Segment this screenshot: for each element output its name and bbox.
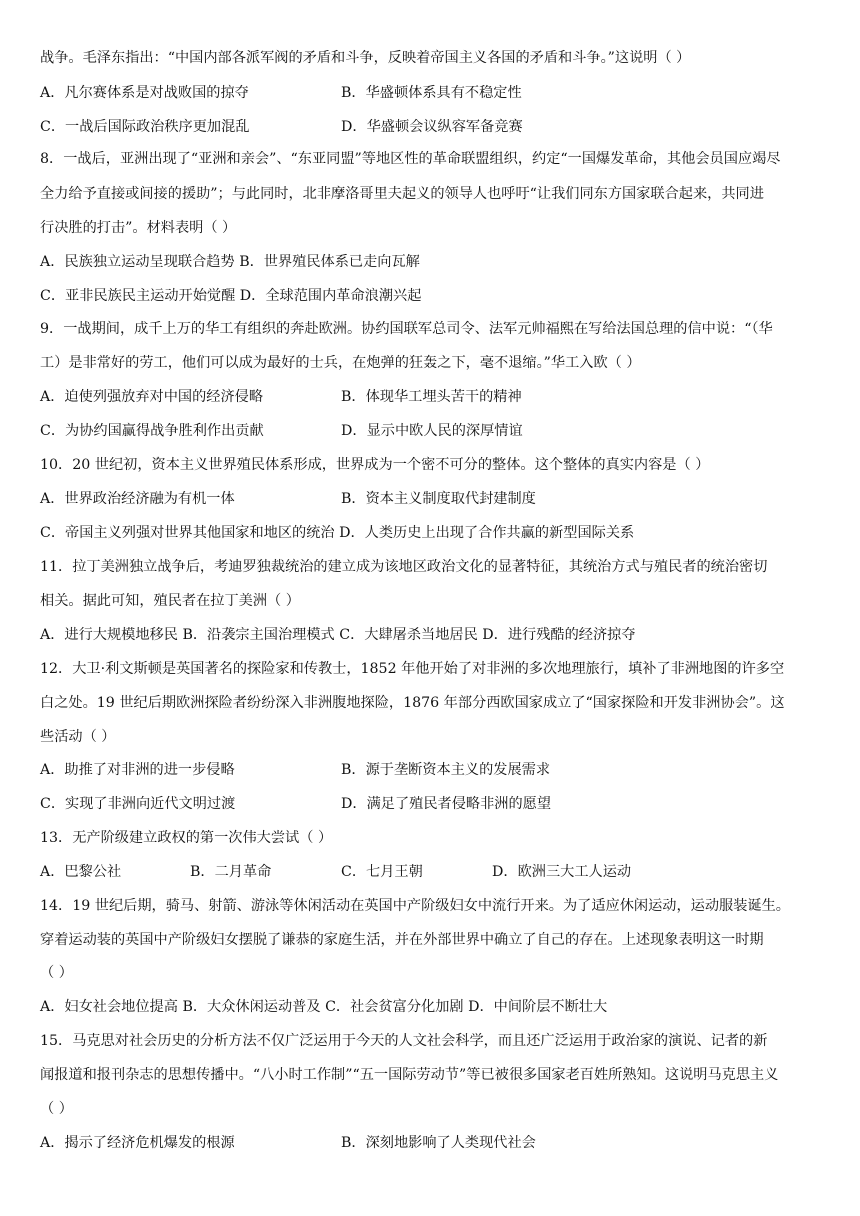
q8-options-cd: C．亚非民族民主运动开始觉醒 D．全球范围内革命浪潮兴起 [40, 288, 422, 304]
q12-option-a: A．助推了对非洲的进一步侵略 [40, 762, 235, 778]
q11-stem-line-1: 11．拉丁美洲独立战争后，考迪罗独裁统治的建立成为该地区政治文化的显著特征，其统治方式与殖民者的统治密切 [40, 559, 768, 575]
q11-stem-line-2: 相关。据此可知，殖民者在拉丁美洲（ ） [40, 593, 300, 609]
q7-option-d: D．华盛顿会议纵容军备竞赛 [341, 119, 523, 135]
q15-stem-line-1: 15．马克思对社会历史的分析方法不仅广泛运用于今天的人文社会科学，而且还广泛运用于政治家的演说、记者的新 [40, 1033, 768, 1049]
q13-option-a: A．巴黎公社 [40, 864, 122, 880]
q15-option-b: B．深刻地影响了人类现代社会 [341, 1135, 536, 1151]
q11-options: A．进行大规模地移民 B．沿袭宗主国治理模式 C．大肆屠杀当地居民 D．进行残酷的经济掠夺 [40, 627, 636, 643]
q9-option-c: C．为协约国赢得战争胜利作出贡献 [40, 423, 264, 439]
q10-option-b: B．资本主义制度取代封建制度 [341, 491, 536, 507]
q8-stem-line-3: 行决胜的打击”。材料表明（ ） [40, 220, 237, 236]
q13-option-d: D．欧洲三大工人运动 [492, 864, 632, 880]
q15-option-a: A．揭示了经济危机爆发的根源 [40, 1135, 235, 1151]
q12-option-b: B．源于垄断资本主义的发展需求 [341, 762, 551, 778]
q9-option-a: A．迫使列强放弃对中国的经济侵略 [40, 389, 264, 405]
q7-option-a: A．凡尔赛体系是对战败国的掠夺 [40, 85, 249, 101]
q9-stem-line-2: 工）是非常好的劳工，他们可以成为最好的士兵，在炮弹的狂轰之下，毫不退缩。”华工入欧（ ） [40, 355, 641, 371]
q9-option-d: D．显示中欧人民的深厚情谊 [341, 423, 523, 439]
q9-option-b: B．体现华工埋头苦干的精神 [341, 389, 522, 405]
q12-option-c: C．实现了非洲向近代文明过渡 [40, 796, 236, 812]
q10-options-cd: C．帝国主义列强对世界其他国家和地区的统治 D．人类历史上出现了合作共赢的新型国际关系 [40, 525, 635, 541]
q8-stem-line-1: 8．一战后，亚洲出现了“亚洲和亲会”、“东亚同盟”等地区性的革命联盟组织，约定“一国爆发革命，其他会员国应竭尽 [40, 151, 781, 167]
q12-stem-line-3: 些活动（ ） [40, 729, 116, 745]
q14-options: A．妇女社会地位提高 B．大众休闲运动普及 C．社会贫富分化加剧 D．中间阶层不断壮大 [40, 999, 608, 1015]
q7-option-c: C．一战后国际政治秩序更加混乱 [40, 119, 250, 135]
q12-option-d: D．满足了殖民者侵略非洲的愿望 [341, 796, 552, 812]
q13-stem: 13．无产阶级建立政权的第一次伟大尝试（ ） [40, 830, 333, 846]
q15-stem-line-2: 闻报道和报刊杂志的思想传播中。“八小时工作制”“五一国际劳动节”等已被很多国家老百姓所熟知。这说明马克思主义 [40, 1067, 779, 1083]
q8-stem-line-2: 全力给予直接或间接的援助”；与此同时，北非摩洛哥里夫起义的领导人也呼吁“让我们同东方国家联合起来，共同进 [40, 186, 764, 202]
q8-options-ab: A．民族独立运动呈现联合趋势 B．世界殖民体系已走向瓦解 [40, 254, 420, 270]
q14-stem-line-1: 14．19 世纪后期，骑马、射箭、游泳等休闲活动在英国中产阶级妇女中流行开来。为了适应休闲运动，运动服装诞生。 [40, 898, 790, 914]
q15-stem-line-3: （ ） [40, 1101, 73, 1117]
q7-option-b: B．华盛顿体系具有不稳定性 [341, 85, 522, 101]
q13-option-c: C．七月王朝 [341, 864, 423, 880]
q14-stem-line-3: （ ） [40, 965, 73, 981]
q12-stem-line-2: 白之处。19 世纪后期欧洲探险者纷纷深入非洲腹地探险，1876 年部分西欧国家成立了“国家探险和开发非洲协会”。这 [40, 695, 785, 711]
q12-stem-line-1: 12．大卫·利文斯顿是英国著名的探险家和传教士，1852 年他开始了对非洲的多次地理旅行，填补了非洲地图的许多空 [40, 661, 785, 677]
q10-stem: 10．20 世纪初，资本主义世界殖民体系形成，世界成为一个密不可分的整体。这个整体的真实内容是（ ） [40, 457, 710, 473]
q9-stem-line-1: 9．一战期间，成千上万的华工有组织的奔赴欧洲。协约国联军总司令、法军元帅福熙在写给法国总理的信中说：“（华 [40, 321, 773, 337]
q14-stem-line-2: 穿着运动装的英国中产阶级妇女摆脱了谦恭的家庭生活，并在外部世界中确立了自己的存在。上述现象表明这一时期 [40, 932, 764, 948]
q7-stem-tail: 战争。毛泽东指出：“中国内部各派军阀的矛盾和斗争，反映着帝国主义各国的矛盾和斗争。”这说明（ ） [40, 50, 691, 66]
q13-option-b: B．二月革命 [190, 864, 272, 880]
q10-option-a: A．世界政治经济融为有机一体 [40, 491, 235, 507]
